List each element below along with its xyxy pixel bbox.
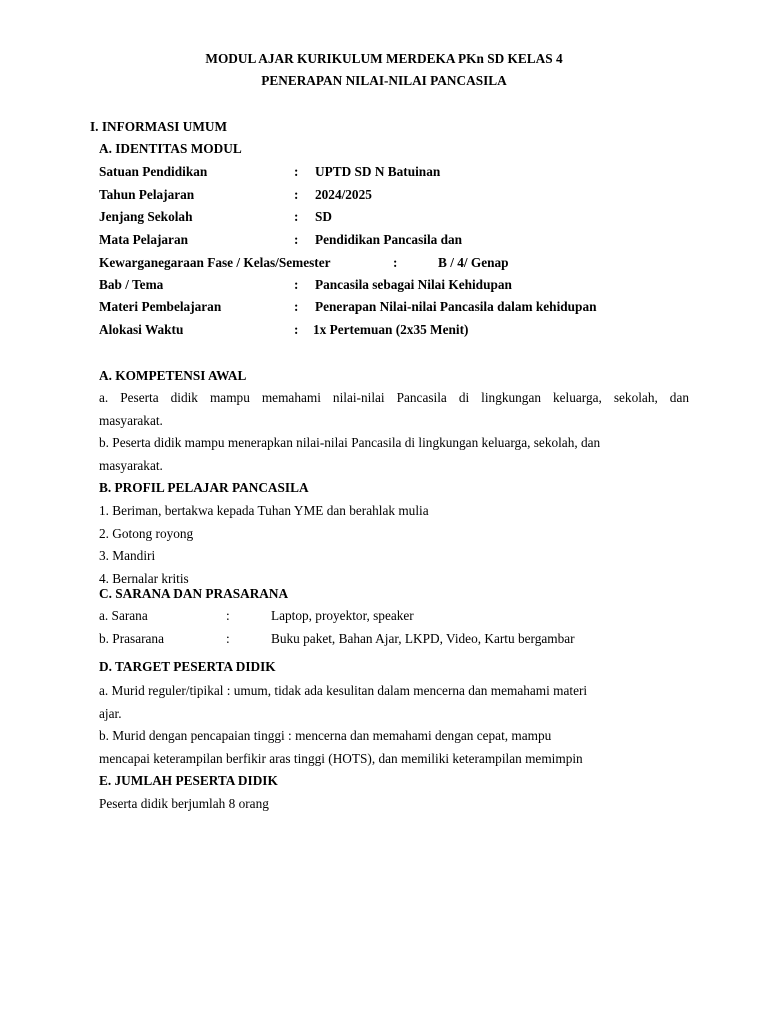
identitas-value: Pendidikan Pancasila dan xyxy=(315,232,463,247)
identitas-modul-heading: A. IDENTITAS MODUL xyxy=(99,141,242,156)
identitas-separator: : xyxy=(294,232,299,247)
target-item-a: a. Murid reguler/tipikal : umum, tidak ada kesulitan dalam mencerna dan memahami materi xyxy=(99,683,588,698)
sarana-prasarana-heading: C. SARANA DAN PRASARANA xyxy=(99,586,289,601)
identitas-label: Materi Pembelajaran xyxy=(99,299,222,314)
identitas-label: Mata Pelajaran xyxy=(99,232,188,247)
prasarana-value: Buku paket, Bahan Ajar, LKPD, Video, Kartu bergambar xyxy=(271,631,575,646)
identitas-value: B / 4/ Genap xyxy=(438,255,509,270)
identitas-separator: : xyxy=(393,255,398,270)
jumlah-peserta-text: Peserta didik berjumlah 8 orang xyxy=(99,796,269,811)
profil-pelajar-heading: B. PROFIL PELAJAR PANCASILA xyxy=(99,480,309,495)
identitas-label: Satuan Pendidikan xyxy=(99,164,208,179)
identitas-separator: : xyxy=(294,299,299,314)
list-item: 2. Gotong royong xyxy=(99,526,194,541)
identitas-label: Kewarganegaraan Fase / Kelas/Semester xyxy=(99,255,331,270)
identitas-separator: : xyxy=(294,164,299,179)
identitas-separator: : xyxy=(294,187,299,202)
identitas-label: Jenjang Sekolah xyxy=(99,209,193,224)
list-item: 4. Bernalar kritis xyxy=(99,571,189,586)
target-item-b: b. Murid dengan pencapaian tinggi : mencerna dan memahami dengan cepat, mampu xyxy=(99,728,552,743)
target-peserta-heading: D. TARGET PESERTA DIDIK xyxy=(99,659,276,674)
identitas-value: SD xyxy=(315,209,332,224)
kompetensi-item-b: b. Peserta didik mampu menerapkan nilai-nilai Pancasila di lingkungan keluarga, sekolah, dan xyxy=(99,435,601,450)
prasarana-label: b. Prasarana xyxy=(99,631,164,646)
sarana-value: Laptop, proyektor, speaker xyxy=(271,608,414,623)
prasarana-separator: : xyxy=(226,631,230,646)
sarana-label: a. Sarana xyxy=(99,608,148,623)
list-item: 3. Mandiri xyxy=(99,548,156,563)
kompetensi-awal-heading: A. KOMPETENSI AWAL xyxy=(99,368,247,383)
sarana-separator: : xyxy=(226,608,230,623)
document-title: MODUL AJAR KURIKULUM MERDEKA PKn SD KELAS 4 xyxy=(205,51,563,66)
identitas-value: UPTD SD N Batuinan xyxy=(315,164,441,179)
target-item-b-cont: mencapai keterampilan berfikir aras tinggi (HOTS), dan memiliki keterampilan memimpin xyxy=(99,751,583,766)
identitas-label: Alokasi Waktu xyxy=(99,322,184,337)
identitas-value: 2024/2025 xyxy=(315,187,372,202)
identitas-label: Bab / Tema xyxy=(99,277,164,292)
identitas-separator: : xyxy=(294,322,299,337)
target-item-a-cont: ajar. xyxy=(99,706,122,721)
kompetensi-item-a: a. Peserta didik mampu memahami nilai-nilai Pancasila di lingkungan keluarga, sekolah, dan xyxy=(99,390,689,405)
jumlah-peserta-heading: E. JUMLAH PESERTA DIDIK xyxy=(99,773,278,788)
kompetensi-item-b-cont: masyarakat. xyxy=(99,458,163,473)
identitas-value: Penerapan Nilai-nilai Pancasila dalam kehidupan xyxy=(315,299,597,314)
list-item: 1. Beriman, bertakwa kepada Tuhan YME dan berahlak mulia xyxy=(99,503,429,518)
identitas-separator: : xyxy=(294,209,299,224)
identitas-label: Tahun Pelajaran xyxy=(99,187,195,202)
document-subtitle: PENERAPAN NILAI-NILAI PANCASILA xyxy=(261,73,507,88)
identitas-value: Pancasila sebagai Nilai Kehidupan xyxy=(315,277,512,292)
identitas-value: 1x Pertemuan (2x35 Menit) xyxy=(313,322,469,337)
section-informasi-umum-heading: I. INFORMASI UMUM xyxy=(90,119,228,134)
identitas-separator: : xyxy=(294,277,299,292)
kompetensi-item-a-cont: masyarakat. xyxy=(99,413,163,428)
